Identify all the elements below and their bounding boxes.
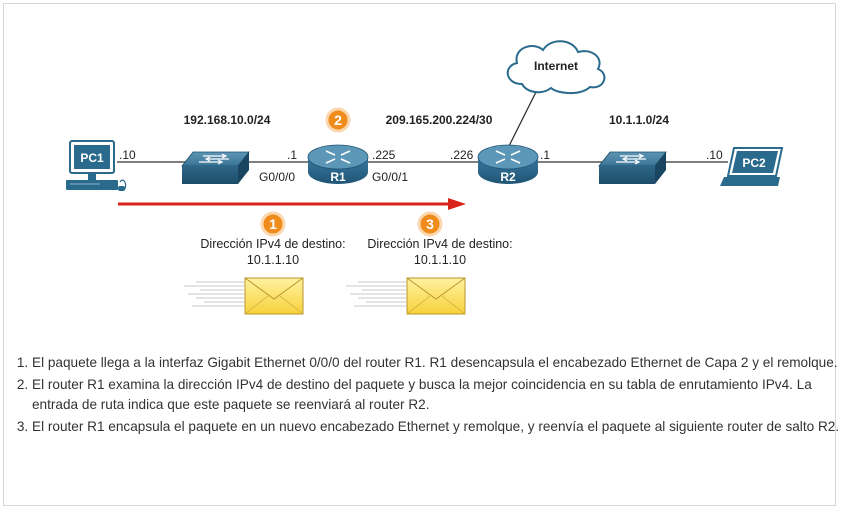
step-item-2: 2. El router R1 examina la dirección IPv4 de destino del paquete y busca la mejor coincidencia en su tabla de enrutamiento IPv4. La entrada de ruta indica que este paquete se reenviará al router R2. — [32, 375, 841, 416]
subnet-right-label: 10.1.1.0/24 — [608, 113, 670, 127]
caption-3-line2: 10.1.1.10 — [413, 253, 467, 267]
packet-flow-arrow — [118, 198, 466, 210]
r2-label: R2 — [500, 170, 516, 184]
step-marker-1-number: 1 — [269, 216, 277, 232]
r1-right-interface: G0/0/1 — [372, 170, 409, 184]
link-r2-internet — [509, 84, 540, 146]
pc1-label: PC1 — [80, 151, 104, 165]
pc1-host-address: .10 — [119, 148, 136, 162]
step-marker-3-number: 3 — [426, 216, 434, 232]
internet-label: Internet — [533, 59, 579, 73]
r2-right-host-address: .1 — [540, 148, 551, 162]
r1-label: R1 — [330, 170, 346, 184]
switch-right-icon — [599, 152, 666, 184]
r1-left-host-address: .1 — [287, 148, 298, 162]
packet-envelope-1-icon — [184, 278, 303, 314]
caption-1-line2: 10.1.1.10 — [246, 253, 300, 267]
pc2-host-address: .10 — [706, 148, 723, 162]
subnet-left-label: 192.168.10.0/24 — [183, 113, 271, 127]
r1-right-host-address: .225 — [372, 148, 396, 162]
step-marker-2-number: 2 — [334, 112, 342, 128]
step-marker-3 — [419, 213, 441, 235]
r1-left-interface: G0/0/0 — [259, 170, 296, 184]
step-marker-2 — [327, 109, 349, 131]
step-marker-1 — [262, 213, 284, 235]
pc2-label: PC2 — [742, 156, 766, 170]
step-item-1: 1. El paquete llega a la interfaz Gigabit Ethernet 0/0/0 del router R1. R1 desencapsula el encabezado Ethernet de Capa 2 y el remolque. — [32, 353, 841, 374]
caption-3-line1: Dirección IPv4 de destino: — [367, 237, 513, 251]
r2-left-host-address: .226 — [450, 148, 474, 162]
packet-envelope-3-icon — [346, 278, 465, 314]
step-item-3: 3. El router R1 encapsula el paquete en un nuevo encabezado Ethernet y remolque, y reenvía el paquete al siguiente router de salto R2. — [32, 417, 841, 438]
caption-1-line1: Dirección IPv4 de destino: — [200, 237, 346, 251]
pc1-icon — [66, 141, 126, 191]
subnet-middle-label: 209.165.200.224/30 — [385, 113, 493, 127]
switch-left-icon — [182, 152, 249, 184]
steps-list — [12, 353, 841, 438]
